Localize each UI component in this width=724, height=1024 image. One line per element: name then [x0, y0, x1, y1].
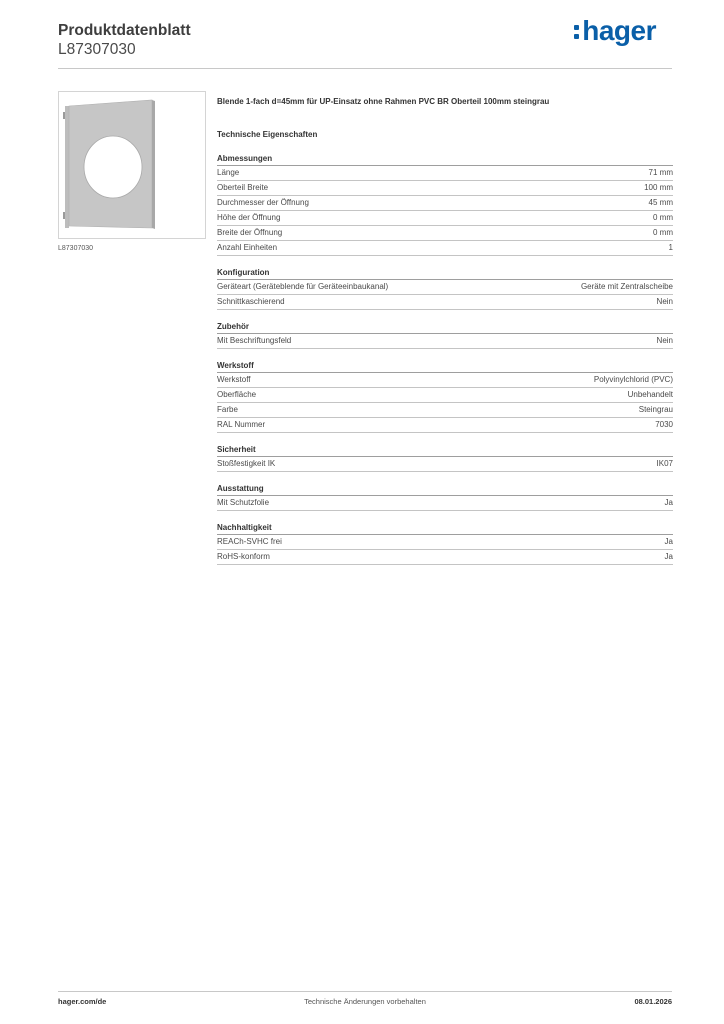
property-value: IK07	[656, 459, 673, 468]
property-value: 7030	[655, 420, 673, 429]
property-value: 100 mm	[644, 183, 673, 192]
property-row	[217, 181, 673, 196]
logo-dots-icon	[574, 21, 580, 41]
property-row	[217, 295, 673, 310]
property-row	[217, 496, 673, 511]
property-label: Stoßfestigkeit IK	[217, 459, 276, 468]
property-label: Höhe der Öffnung	[217, 213, 281, 222]
section-nachhaltigkeit	[217, 521, 673, 565]
product-title: Blende 1-fach d=45mm für UP-Einsatz ohne Rahmen PVC BR Oberteil 100mm steingrau	[217, 97, 550, 106]
property-label: Breite der Öffnung	[217, 228, 283, 237]
property-value: Geräte mit Zentralscheibe	[580, 282, 673, 291]
property-label: Werkstoff	[217, 375, 251, 384]
product-details	[217, 96, 673, 565]
property-label: Farbe	[217, 405, 238, 414]
property-label: Schnittkaschierend	[217, 297, 285, 306]
property-row	[217, 535, 673, 550]
property-row	[217, 280, 673, 295]
property-row	[217, 388, 673, 403]
property-label: Länge	[217, 168, 240, 177]
section-title: Zubehör	[217, 320, 673, 334]
footer-divider	[58, 991, 672, 992]
section-sicherheit	[217, 443, 673, 472]
property-label: REACh-SVHC frei	[217, 537, 282, 546]
property-label: Oberteil Breite	[217, 183, 269, 192]
property-label: Mit Schutzfolie	[217, 498, 270, 507]
property-value: 71 mm	[648, 168, 673, 177]
property-row	[217, 457, 673, 472]
section-title: Werkstoff	[217, 359, 673, 373]
property-sections	[217, 152, 673, 565]
footer-date: 08.01.2026	[634, 997, 672, 1006]
property-label: Durchmesser der Öffnung	[217, 198, 309, 207]
document-title: Produktdatenblatt	[58, 22, 191, 39]
property-row	[217, 241, 673, 256]
property-row	[217, 166, 673, 181]
section-konfiguration	[217, 266, 673, 310]
section-zubeh-r	[217, 320, 673, 349]
footer-disclaimer: Technische Änderungen vorbehalten	[304, 997, 426, 1006]
property-label: Anzahl Einheiten	[217, 243, 278, 252]
property-row	[217, 196, 673, 211]
property-label: Oberfläche	[217, 390, 257, 399]
property-value: Ja	[664, 498, 673, 507]
property-row	[217, 403, 673, 418]
property-label: RAL Nummer	[217, 420, 266, 429]
hager-logo	[574, 15, 656, 47]
property-value: Steingrau	[638, 405, 673, 414]
property-label: Geräteart (Geräteblende für Geräteeinbaukanal)	[217, 282, 389, 291]
property-row	[217, 373, 673, 388]
header-divider	[58, 68, 672, 69]
property-value: 45 mm	[648, 198, 673, 207]
technical-properties-heading: Technische Eigenschaften	[217, 130, 318, 139]
property-row	[217, 418, 673, 433]
property-row	[217, 334, 673, 349]
property-value: Nein	[656, 297, 673, 306]
property-value: 0 mm	[653, 228, 673, 237]
property-label: Mit Beschriftungsfeld	[217, 336, 292, 345]
property-value: Ja	[664, 552, 673, 561]
section-title: Ausstattung	[217, 482, 673, 496]
document-header	[58, 21, 191, 59]
property-value: Ja	[664, 537, 673, 546]
property-row	[217, 226, 673, 241]
property-row	[217, 211, 673, 226]
property-label: RoHS-konform	[217, 552, 270, 561]
product-image	[58, 91, 206, 239]
section-title: Abmessungen	[217, 152, 673, 166]
section-ausstattung	[217, 482, 673, 511]
property-value: 1	[668, 243, 673, 252]
product-code: L87307030	[58, 41, 136, 58]
property-value: Nein	[656, 336, 673, 345]
property-value: 0 mm	[653, 213, 673, 222]
section-title: Konfiguration	[217, 266, 673, 280]
section-werkstoff	[217, 359, 673, 433]
section-title: Sicherheit	[217, 443, 673, 457]
property-value: Unbehandelt	[627, 390, 673, 399]
section-abmessungen	[217, 152, 673, 256]
logo-text: hager	[582, 15, 656, 46]
section-title: Nachhaltigkeit	[217, 521, 673, 535]
property-value: Polyvinylchlorid (PVC)	[593, 375, 673, 384]
cover-plate-illustration	[59, 92, 205, 238]
property-row	[217, 550, 673, 565]
footer-website-link[interactable]: hager.com/de	[58, 997, 107, 1006]
image-caption: L87307030	[58, 245, 94, 252]
